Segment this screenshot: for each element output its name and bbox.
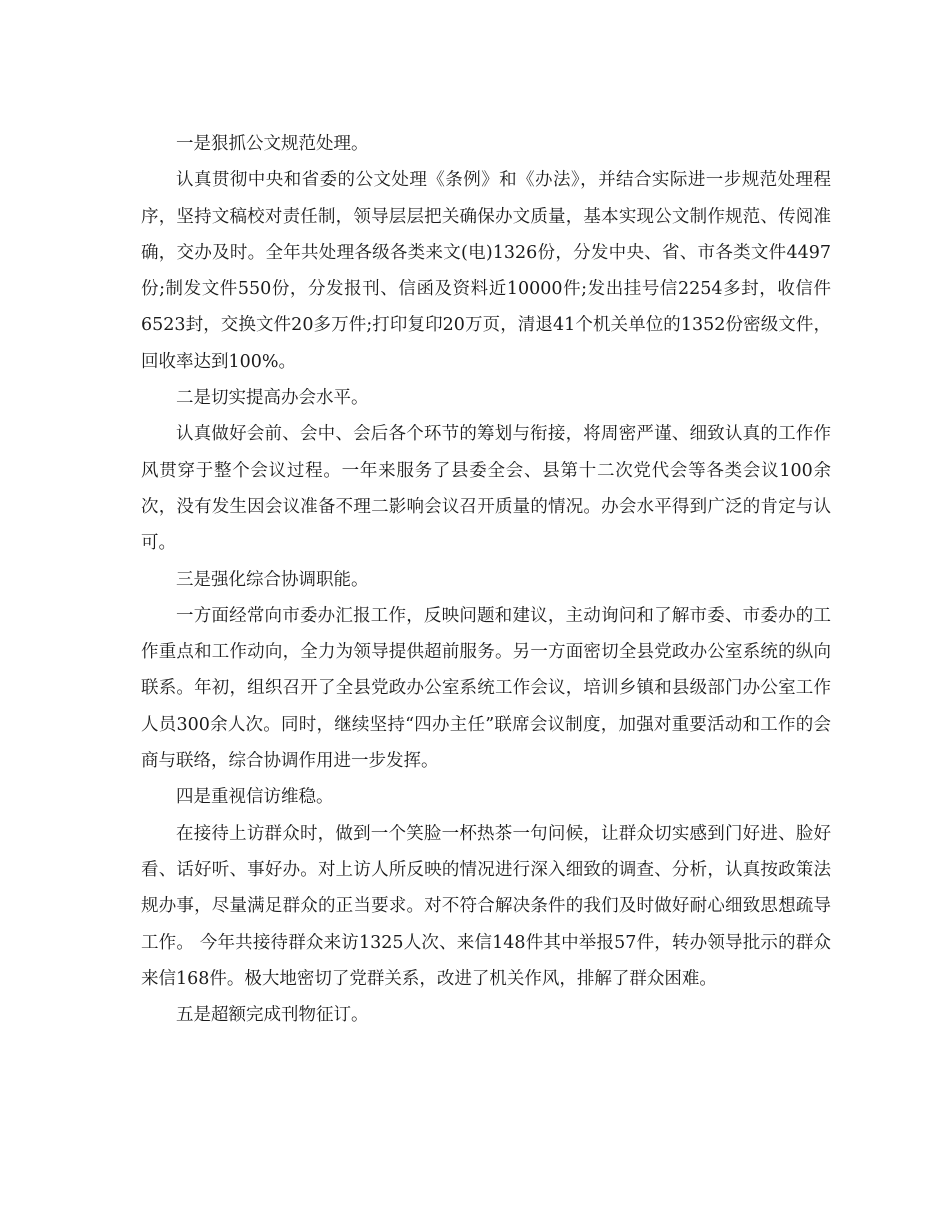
- document-body: [141, 126, 831, 1033]
- section-paragraph-1: 认真贯彻中央和省委的公文处理《条例》和《办法》，并结合实际进一步规范处理程序，坚持文稿校对责任制，领导层层把关确保办文质量，基本实现公文制作规范、传阅准确，交办及时。全年共处理各级各类来文(电)1326份，分发中央、省、市各类文件4497份;制发文件550份，分发报刊、信函及资料近10000件;发出挂号信2254多封，收信件6523封，交换文件20多万件;打印复印20万页，清退41个机关单位的1352份密级文件，回收率达到100%。: [141, 170, 831, 372]
- section-heading-5: 五是超额完成刊物征订。: [176, 1005, 369, 1026]
- section-heading-4: 四是重视信访维稳。: [176, 787, 334, 808]
- section-heading-1: 一是狠抓公文规范处理。: [176, 134, 369, 154]
- section-paragraph-3: 一方面经常向市委办汇报工作，反映问题和建议，主动询问和了解市委、市委办的工作重点和工作动向，全力为领导提供超前服务。另一方面密切全县党政办公室系统的纵向联系。年初，组织召开了全县党政办公室系统工作会议，培训乡镇和县级部门办公室工作人员300余人次。同时，继续坚持“四办主任”联席会议制度，加强对重要活动和工作的会商与联络，综合协调作用进一步发挥。: [141, 605, 831, 772]
- section-heading-2: 二是切实提高办会水平。: [176, 388, 369, 409]
- section-paragraph-2: 认真做好会前、会中、会后各个环节的筹划与衔接，将周密严谨、细致认真的工作作风贯穿于整个会议过程。一年来服务了县委全会、县第十二次党代会等各类会议100余次，没有发生因会议准备不理二影响会议召开质量的情况。办会水平得到广泛的肯定与认可。: [141, 424, 831, 554]
- section-heading-3: 三是强化综合协调职能。: [176, 569, 369, 590]
- section-paragraph-4: 在接待上访群众时，做到一个笑脸一杯热茶一句问候，让群众切实感到门好进、脸好看、话好听、事好办。对上访人所反映的情况进行深入细致的调查、分析，认真按政策法规办事，尽量满足群众的正当要求。对不符合解决条件的我们及时做好耐心细致思想疏导工作。 今年共接待群众来访1325人次、来信148件其中举报57件，转办领导批示的群众来信168件。极大地密切了党群关系，改进了机关作风，排解了群众困难。: [141, 823, 831, 989]
